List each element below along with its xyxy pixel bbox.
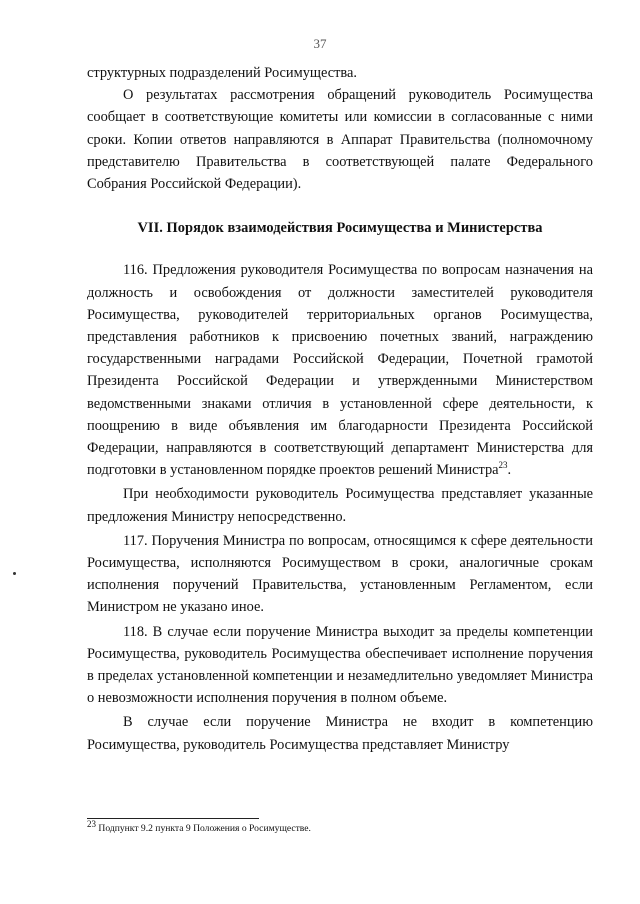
scan-speck — [13, 572, 16, 575]
paragraph-116-text: 116. Предложения руководителя Росимущества по вопросам назначения на должность и освобождения от должности заместителей руководителя Росимущества, руководителей территориальных органов Росимущества, представления работников к присвоению почетных званий, награждению государственными наградами Российской Федерации, Почетной грамотой Президента Российской Федерации и утвержденными Министерством ведомственными знаками отличия в установленной сфере деятельности, к поощрению в виде объявления им благодарности Президента Российской Федерации, направляются в соответствующий департамент Министерства для подготовки в установленном порядке проектов решений Министра — [87, 262, 593, 479]
paragraph-117: 117. Поручения Министра по вопросам, относящимся к сфере деятельности Росимущества, исполняются Росимуществом в сроки, аналогичные срокам исполнения поручений Правительства, установленным Регламентом, если Министром не указано иное. — [87, 532, 593, 616]
footnote-divider — [87, 818, 259, 819]
paragraph-118-continuation: В случае если поручение Министра не входит в компетенцию Росимущества, руководитель Росимущества представляет Министру — [87, 714, 593, 753]
document-body — [87, 62, 593, 756]
paragraph-intro: структурных подразделений Росимущества. — [87, 65, 357, 81]
footnote-number: 23 — [87, 818, 96, 829]
paragraph-results: О результатах рассмотрения обращений руководитель Росимущества сообщает в соответствующие комитеты или комиссии в согласованные с ними сроки. Копии ответов направляются в Аппарат Правительства (полномочному представителю Правительства в соответствующей палате Федерального Собрания Российской Федерации). — [87, 87, 593, 193]
footnote-text: Подпункт 9.2 пункта 9 Положения о Росимуществе. — [96, 823, 311, 834]
paragraph-116-necessity: При необходимости руководитель Росимущества представляет указанные предложения Министру непосредственно. — [87, 486, 593, 525]
footnote — [87, 818, 593, 835]
paragraph-118: 118. В случае если поручение Министра выходит за пределы компетенции Росимущества, руководитель Росимущества обеспечивает исполнение поручения в пределах установленной компетенции и незамедлительно уведомляет Министра о невозможности исполнения поручения в полном объеме. — [87, 623, 593, 707]
page-number: 37 — [313, 36, 327, 51]
paragraph-116: 116. Предложения руководителя Росимущества по вопросам назначения на должность и освобождения от должности заместителей руководителя Росимущества, руководителей территориальных органов Росимущества, представления работников к присвоению почетных званий, награждению государственными наградами Российской Федерации, Почетной грамотой Президента Российской Федерации и утвержденными Министерством ведомственными знаками отличия в установленной сфере деятельности, к поощрению в виде объявления им благодарности Президента Российской Федерации, направляются в соответствующий департамент Министерства для подготовки в установленном порядке проектов решений Министра$^{23}$. — [87, 262, 593, 479]
footnote-ref-23[interactable]: 23 — [498, 460, 508, 471]
section-heading: VII. Порядок взаимодействия Росимущества и Министерства — [137, 220, 543, 237]
